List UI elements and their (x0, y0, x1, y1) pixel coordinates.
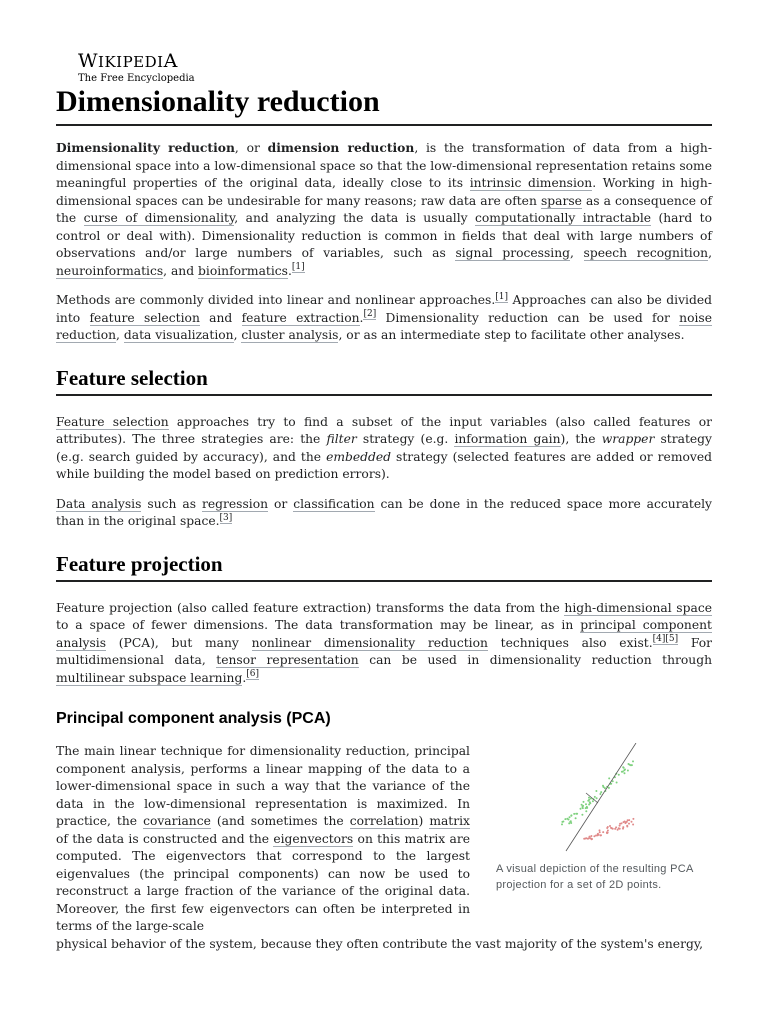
scatter-point (594, 796, 596, 798)
wikipedia-logo[interactable] (78, 50, 195, 85)
scatter-point (600, 834, 602, 836)
link-covariance[interactable]: covariance (143, 814, 211, 828)
scatter-point (602, 831, 604, 833)
red-point-cluster (583, 818, 634, 840)
scatter-point (589, 836, 591, 838)
scatter-point (588, 797, 590, 799)
data-analysis-paragraph: Data analysis such as regression or classification can be done in the reduced space more accurately than in the original space.[3] (56, 496, 713, 528)
logo-wordmark: WIKIPEDIA (78, 50, 178, 72)
figure-caption: A visual depiction of the resulting PCA projection for a set of 2D points. (496, 863, 693, 891)
scatter-point (627, 770, 629, 772)
scatter-point (624, 769, 626, 771)
scatter-point (631, 821, 633, 823)
scatter-point (585, 807, 587, 809)
link-high-dimensional-space[interactable]: high-dimensional space (564, 600, 712, 615)
link-nonlinear-dimensionality-reduction[interactable]: nonlinear dimensionality reduction (251, 635, 488, 650)
link-computationally-intractable[interactable]: computationally intractable (475, 211, 652, 225)
link-cluster-analysis[interactable]: cluster analysis (241, 328, 339, 342)
scatter-point (575, 817, 577, 819)
bold-term: Dimensionality reduction (56, 140, 235, 155)
scatter-point (621, 771, 623, 773)
scatter-point (568, 822, 570, 824)
scatter-point (619, 828, 621, 830)
scatter-point (632, 818, 634, 820)
link-intrinsic-dimension[interactable]: intrinsic dimension (469, 176, 593, 190)
scatter-point (632, 824, 634, 826)
scatter-point (584, 838, 586, 840)
reference-link[interactable]: [3] (219, 512, 233, 523)
scatter-point (588, 837, 590, 839)
link-eigenvectors[interactable]: eigenvectors (273, 831, 354, 846)
scatter-point (599, 829, 601, 831)
section-heading-pca: Principal component analysis (PCA) (56, 710, 331, 727)
scatter-point (590, 835, 592, 837)
link-information-gain[interactable]: information gain (454, 432, 561, 446)
scatter-point (573, 813, 575, 815)
reference-link[interactable]: [6] (246, 669, 259, 680)
intro-paragraph: Dimensionality reduction, or dimension reduction, is the transformation of data from a high-dimensional space into a low-dimensional space so that the low-dimensional representation retains some meaningful properties of the original data, ideally close to its intrinsic dimension. Working in high-dimensional spaces can be undesirable for many reasons; raw data are often sparse as a consequence of the curse of dimensionality, and analyzing the data is usually computationally intractable (hard to control or deal with). Dimensionality reduction is common in fields that deal with large numbers of observations and/or large numbers of variables, such as signal processing, speech recognition, neuroinformatics, and bioinformatics.[1] (56, 140, 712, 278)
scatter-point (591, 838, 593, 840)
scatter-point (569, 816, 571, 818)
scatter-point (632, 760, 634, 762)
reference-link[interactable]: [1] (495, 291, 508, 302)
scatter-point (618, 774, 620, 776)
reference-link[interactable]: [2] (363, 309, 377, 320)
link-curse-of-dimensionality[interactable]: curse of dimensionality (83, 211, 235, 225)
link-data-visualization[interactable]: data visualization (123, 328, 234, 342)
scatter-point (608, 777, 610, 779)
scatter-point (580, 808, 582, 810)
link-neuroinformatics[interactable]: neuroinformatics (56, 263, 164, 278)
scatter-point (626, 825, 628, 827)
scatter-point (568, 819, 570, 821)
reference-link[interactable]: [1] (291, 262, 305, 273)
link-regression[interactable]: regression (201, 496, 269, 511)
scatter-point (628, 819, 630, 821)
scatter-point (570, 822, 572, 824)
scatter-point (585, 803, 587, 805)
scatter-point (585, 810, 587, 812)
scatter-point (628, 823, 630, 825)
scatter-point (622, 828, 624, 830)
scatter-point (561, 821, 563, 823)
scatter-point (619, 825, 621, 827)
scatter-point (623, 821, 625, 823)
methods-paragraph: Methods are commonly divided into linear and nonlinear approaches.[1] Approaches can also be divided into feature selection and feature extraction.[2] Dimensionality reduction can be used for noise reduction, data visualization, cluster analysis, or as an intermediate step to facilitate other analyses. (56, 291, 712, 342)
scatter-point (603, 786, 605, 788)
feature-selection-paragraph: Feature selection approaches try to find a subset of the input variables (also called features or attributes). The three strategies are: the filter strategy (e.g. information gain), the wrapper strategy (e.g. search guided by accuracy), and the embedded strategy (selected features are added or removed while building the model based on prediction errors). (56, 414, 712, 481)
scatter-point (596, 797, 598, 799)
scatter-point (624, 772, 626, 774)
link-classification[interactable]: classification (293, 496, 375, 511)
green-point-cluster (561, 760, 634, 825)
scatter-point (581, 814, 583, 816)
section-heading-feature-selection: Feature selection (56, 365, 712, 396)
scatter-point (575, 813, 577, 815)
article-body (56, 139, 712, 965)
link-tensor-representation[interactable]: tensor representation (216, 653, 359, 667)
link-principal-component-analysis[interactable]: principal component analysis (56, 618, 712, 650)
link-feature-selection[interactable]: feature selection (89, 310, 200, 325)
scatter-point (587, 800, 589, 802)
scatter-point (608, 787, 610, 789)
link-feature-selection[interactable]: Feature selection (56, 414, 169, 429)
logo-tagline: The Free Encyclopedia (78, 73, 195, 84)
scatter-point (630, 764, 632, 766)
bold-term: dimension reduction (267, 140, 415, 155)
link-noise-reduction[interactable]: noise reduction (56, 310, 712, 342)
link-bioinformatics[interactable]: bioinformatics (198, 263, 288, 278)
scatter-point (628, 763, 630, 765)
link-sparse[interactable]: sparse (540, 193, 582, 208)
reference-link[interactable]: [4] (652, 634, 666, 645)
scatter-point (564, 818, 566, 820)
scatter-point (599, 831, 601, 833)
scatter-point (606, 831, 608, 833)
scatter-point (611, 827, 613, 829)
reference-link[interactable]: [5] (665, 634, 679, 645)
pca-section (56, 743, 712, 953)
scatter-point (599, 793, 601, 795)
scatter-point (588, 804, 590, 806)
scatter-point (622, 766, 624, 768)
scatter-point (595, 790, 597, 792)
scatter-point (619, 823, 621, 825)
link-multilinear-subspace-learning[interactable]: multilinear subspace learning (56, 670, 243, 685)
page-title: Dimensionality reduction (56, 84, 712, 126)
scatter-point (616, 782, 618, 784)
scatter-point (614, 828, 616, 830)
scatter-point (606, 827, 608, 829)
link-feature-extraction[interactable]: feature extraction (241, 310, 360, 325)
link-signal-processing[interactable]: signal processing (455, 246, 571, 260)
scatter-point (582, 805, 584, 807)
scatter-point (609, 825, 611, 827)
link-data-analysis[interactable]: Data analysis (56, 496, 142, 511)
scatter-point (570, 814, 572, 816)
link-correlation[interactable]: correlation (349, 814, 419, 828)
scatter-point (582, 807, 584, 809)
scatter-point (607, 830, 609, 832)
feature-projection-paragraph: Feature projection (also called feature extraction) transforms the data from the high-dimensional space to a space of fewer dimensions. The data transformation may be linear, as in principal component analysis (PCA), but many nonlinear dimensionality reduction techniques also exist.[4][5] For multidimensional data, tensor representation can be used in dimensionality reduction through multilinear subspace learning.[6] (56, 600, 712, 685)
pca-scatter-image[interactable] (558, 743, 648, 853)
scatter-point (583, 801, 585, 803)
scatter-point (595, 835, 597, 837)
scatter-point (600, 791, 602, 793)
pca-paragraph-continued: physical behavior of the system, because they often contribute the vast majority of the system's energy, (56, 936, 704, 951)
scatter-point (598, 834, 600, 836)
link-matrix[interactable]: matrix (429, 814, 470, 828)
link-speech-recognition[interactable]: speech recognition (583, 246, 709, 260)
pca-paragraph: The main linear technique for dimensionality reduction, principal component analysis, performs a linear mapping of the data to a lower-dimensional space in such a way that the variance of the data in the low-dimensional representation is maximized. In practice, the covariance (and sometimes the correlation) matrix of the data is constructed and the eigenvectors on this matrix are computed. The eigenvectors that correspond to the largest eigenvalues (the principal components) can now be used to reconstruct a large fraction of the variance of the original data. Moreover, the first few eigenvectors can often be interpreted in terms of the large-scale (56, 744, 470, 933)
scatter-point (561, 823, 563, 825)
section-heading-feature-projection: Feature projection (56, 551, 712, 582)
pca-figure (496, 743, 712, 893)
scatter-point (592, 800, 594, 802)
